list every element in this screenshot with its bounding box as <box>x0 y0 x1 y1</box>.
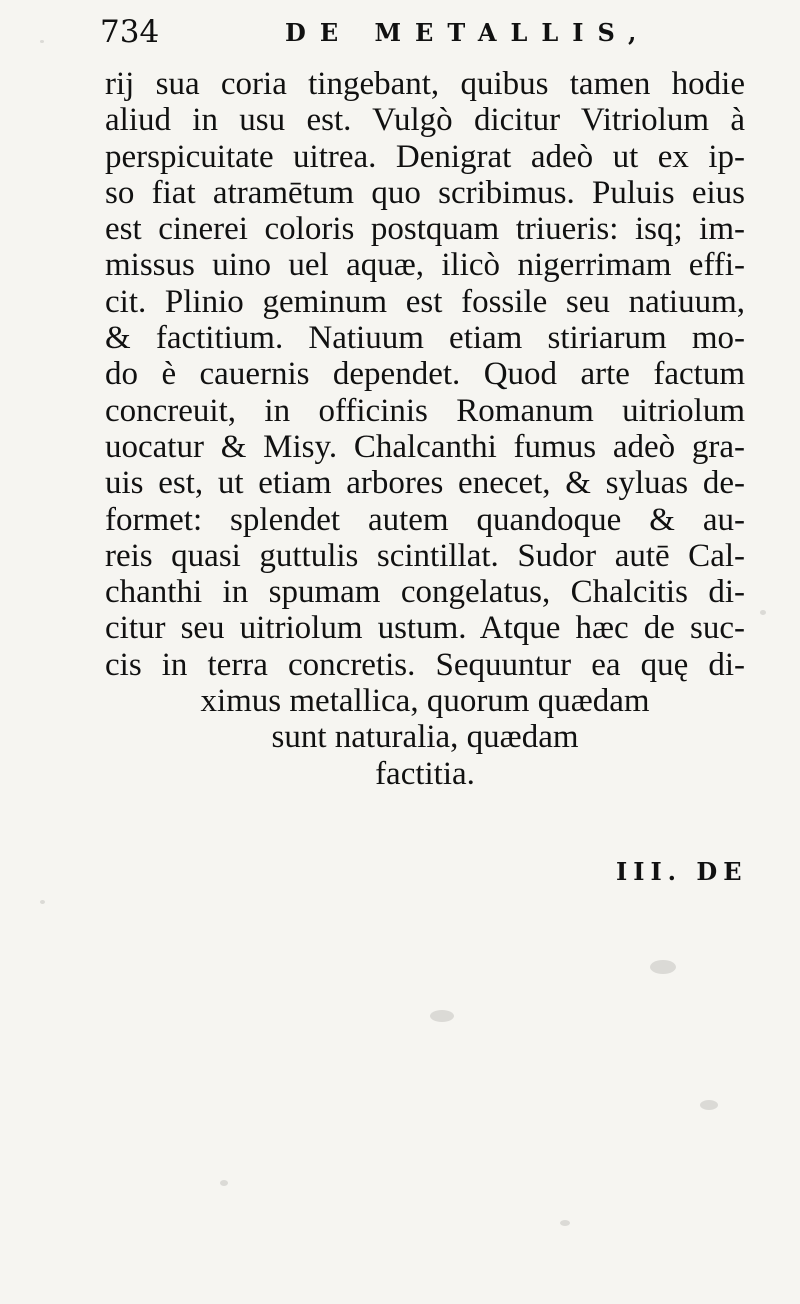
running-title: DE METALLIS, <box>285 18 651 47</box>
paper-speck <box>700 1100 718 1110</box>
catchword: III. DE <box>616 857 748 886</box>
body-text <box>105 66 745 792</box>
text-line: rij sua coria tingebant, quibus tamen hodie <box>105 66 745 102</box>
paper-speck <box>220 1180 228 1186</box>
text-line: so fiat atramētum quo scribimus. Puluis eius <box>105 174 745 211</box>
page-number: 734 <box>100 14 160 50</box>
paper-speck <box>40 40 44 43</box>
paper-speck <box>430 1010 454 1022</box>
paper-speck <box>650 960 676 974</box>
text-line: citur seu uitriolum ustum. Atque hæc de suc- <box>105 610 745 647</box>
text-line: concreuit, in officinis Romanum uitriolum <box>105 392 745 429</box>
text-line: formet: splendet autem quandoque & au- <box>105 501 745 538</box>
text-line: & factitium. Natiuum etiam stiriarum mo- <box>105 320 745 357</box>
text-line: aliud in usu est. Vulgò dicitur Vitriolum à <box>105 102 745 139</box>
text-line: uocatur & Misy. Chalcanthi fumus adeò gra- <box>105 428 745 465</box>
paper-speck <box>560 1220 570 1226</box>
paper-speck <box>40 900 45 904</box>
text-line: ximus metallica, quorum quædam <box>200 683 650 720</box>
text-line: cit. Plinio geminum est fossile seu natiuum, <box>105 283 745 320</box>
text-line: missus uino uel aquæ, ilicò nigerrimam effi- <box>105 247 745 284</box>
text-line: uis est, ut etiam arbores enecet, & syluas de- <box>105 465 745 502</box>
text-line: perspicuitate uitrea. Denigrat adeò ut ex ip- <box>105 138 745 175</box>
text-line: chanthi in spumam congelatus, Chalcitis di- <box>105 574 745 611</box>
text-line: sunt naturalia, quædam <box>271 719 579 756</box>
text-line: cis in terra concretis. Sequuntur ea quę di- <box>105 646 745 683</box>
paper-speck <box>760 610 766 615</box>
text-line: do è cauernis dependet. Quod arte factum <box>105 356 745 393</box>
text-line: est cinerei coloris postquam triueris: isq; im- <box>105 211 745 248</box>
text-line: reis quasi guttulis scintillat. Sudor autē Cal- <box>105 537 745 574</box>
text-line: factitia. <box>375 755 475 792</box>
